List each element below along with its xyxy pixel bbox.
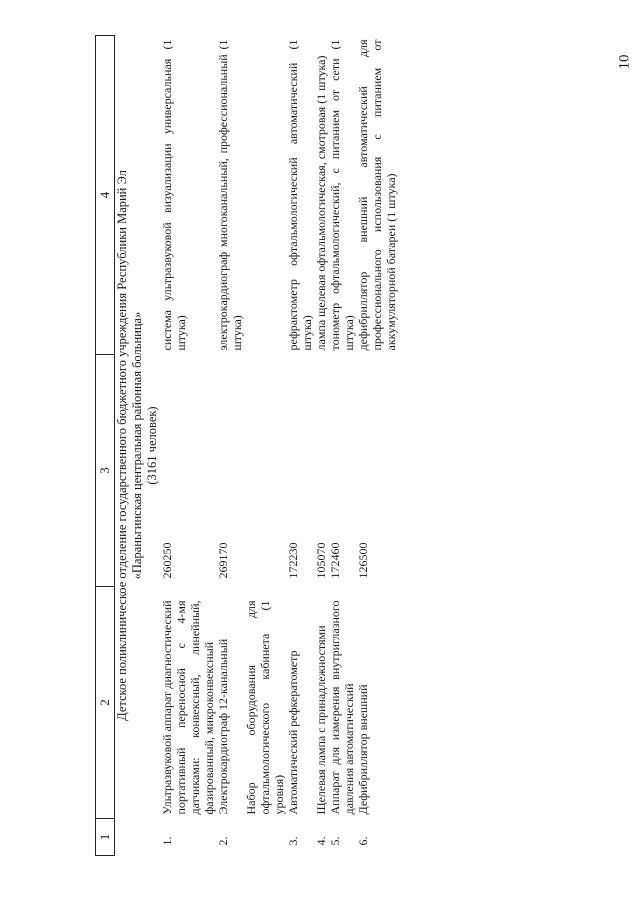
equipment-description	[244, 36, 286, 355]
row-number: 3.	[286, 836, 300, 846]
equipment-price: 126500	[356, 542, 370, 579]
equipment-name: Аппарат для измерения внутриглазного давления автоматический	[328, 600, 356, 815]
section-heading-line-1: Детское поликлиническое отделение государственного бюджетного учреждения Республики Марий Эл	[115, 170, 129, 721]
equipment-name: Дефибриллятор внешний	[356, 684, 370, 815]
equipment-name: Набор оборудования для офтальмологического кабинета (1 уровня)	[244, 600, 286, 815]
section-heading-line-3: (3161 человек)	[145, 406, 159, 485]
table-row	[160, 36, 216, 856]
section-heading-line-2: «Параньгинская центральная районная больница»	[130, 311, 144, 580]
column-header-2: 2	[96, 587, 115, 819]
landscape-table-area	[95, 36, 565, 856]
table-row	[216, 36, 244, 856]
equipment-name: Щелевая лампа с принадлежностями	[314, 625, 328, 815]
table-header-row	[96, 36, 115, 856]
column-header-1: 1	[96, 819, 115, 856]
equipment-name: Ультразвуковой аппарат диагностический портативный переносной с 4-мя датчиками: конвексный, линейный, фазированный, микроконвексный	[160, 600, 216, 815]
equipment-description: тонометр офтальмологический, с питанием от сети (1 штука)	[328, 39, 356, 351]
table-row	[314, 36, 328, 856]
equipment-price: 260250	[160, 542, 174, 579]
row-number: 6.	[356, 836, 370, 846]
page-number: 10	[616, 54, 633, 70]
table-row	[356, 36, 398, 856]
column-header-4: 4	[96, 36, 115, 355]
equipment-description: рефрактометр офтальмологический автоматический (1 штука)	[286, 39, 314, 351]
equipment-name: Автоматический рефкератометр	[286, 650, 300, 815]
equipment-price: 269170	[216, 542, 230, 579]
equipment-price: 105070	[314, 542, 328, 579]
equipment-description: система ультразвуковой визуализации универсальная (1 штука)	[160, 39, 188, 351]
equipment-price	[244, 355, 286, 587]
table-row	[328, 36, 356, 856]
row-number: 2.	[216, 836, 230, 846]
row-number: 5.	[328, 836, 342, 846]
column-header-3: 3	[96, 355, 115, 587]
table-row	[244, 36, 286, 856]
equipment-description: электрокардиограф многоканальный, профессиональный (1 штука)	[216, 39, 244, 351]
equipment-table	[95, 35, 398, 856]
section-heading	[115, 36, 161, 856]
equipment-description: дефибриллятор внешний автоматический для профессионального использования с питанием от аккумуляторной батареи (1 штука)	[356, 39, 398, 351]
row-number: 4.	[314, 836, 328, 846]
equipment-price: 172460	[328, 542, 342, 579]
section-heading-row	[115, 36, 161, 856]
equipment-name: Электрокардиограф 12-канальный	[216, 638, 230, 815]
row-number	[244, 819, 286, 856]
table-row	[286, 36, 314, 856]
equipment-price: 172230	[286, 542, 300, 579]
row-number: 1.	[160, 836, 174, 846]
equipment-description: лампа щелевая офтальмологическая, смотровая (1 штука)	[314, 55, 328, 351]
